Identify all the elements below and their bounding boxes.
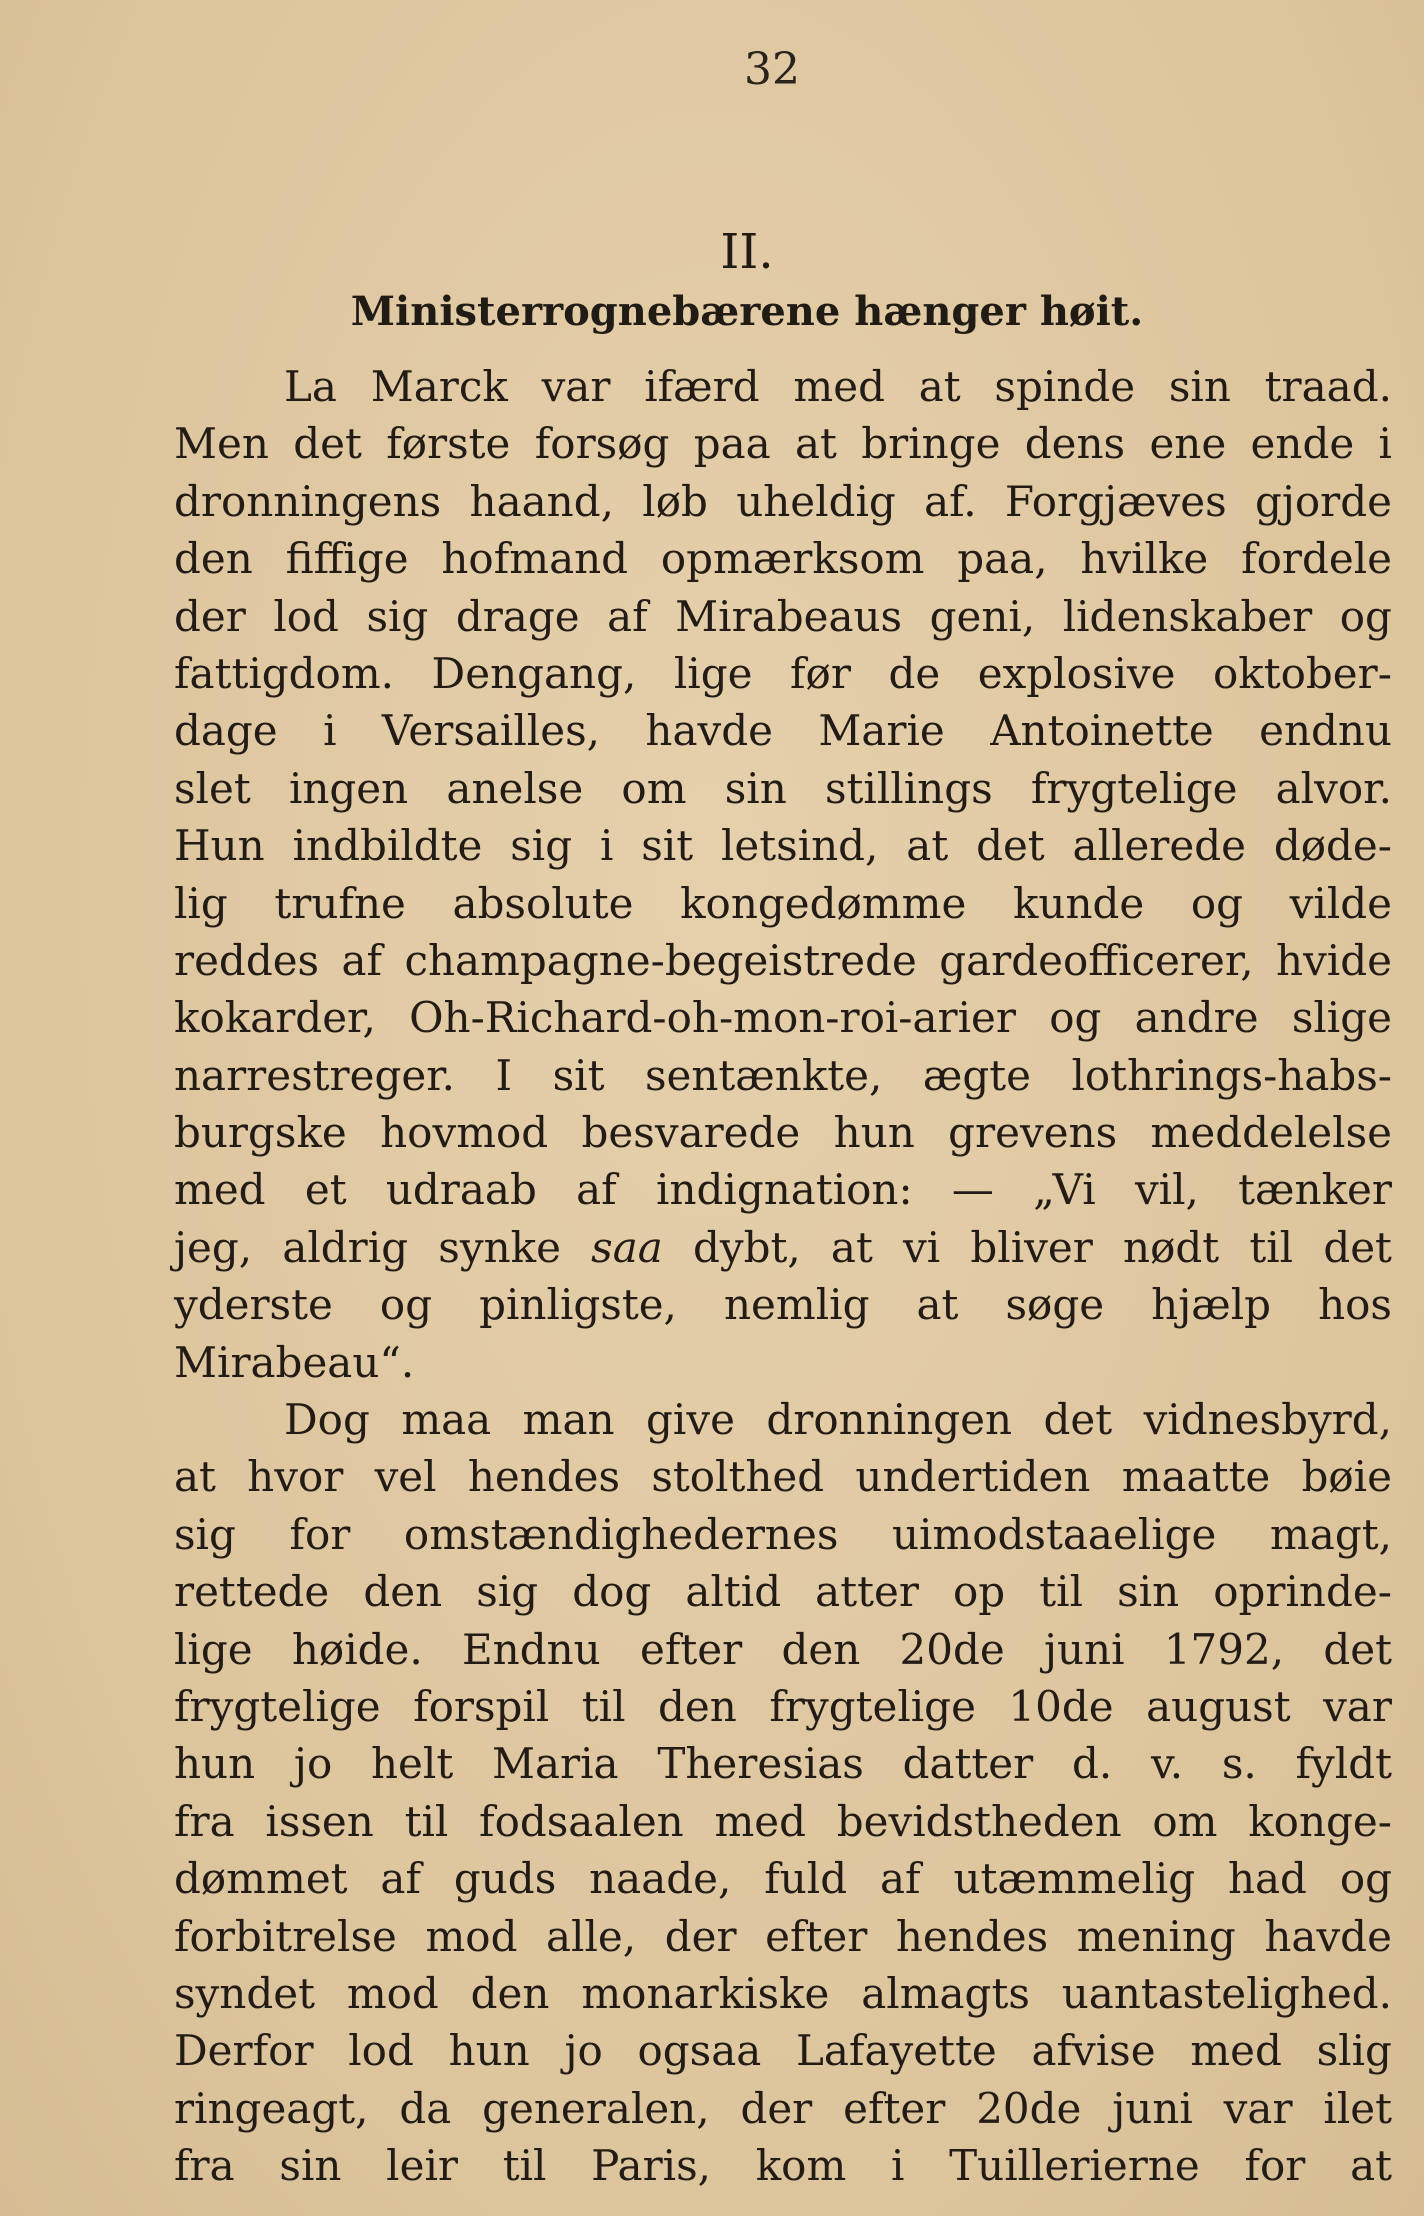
- text-line: narrestreger. I sit sentænkte, ægte lothrings-habs-: [174, 1050, 1392, 1100]
- text-line: forbitrelse mod alle, der efter hendes mening havde: [174, 1911, 1392, 1961]
- text-line: Derfor lod hun jo ogsaa Lafayette afvise med slig: [174, 2026, 1392, 2076]
- text-line: dage i Versailles, havde Marie Antoinette endnu: [174, 706, 1392, 756]
- text-line: ringeagt, da generalen, der efter 20de juni var ilet: [174, 2083, 1392, 2133]
- text-line: rettede den sig dog altid atter op til sin oprinde-: [174, 1567, 1392, 1617]
- text-line: lig trufne absolute kongedømme kunde og vilde: [174, 878, 1392, 928]
- text-line: Hun indbildte sig i sit letsind, at det allerede døde-: [174, 821, 1392, 871]
- text-line: reddes af champagne-begeistrede gardeofficerer, hvide: [174, 935, 1392, 985]
- page-number: 32: [744, 44, 800, 95]
- text-line: slet ingen anelse om sin stillings frygtelige alvor.: [174, 763, 1392, 813]
- text-line: kokarder, Oh-Richard-oh-mon-roi-arier og andre slige: [174, 993, 1392, 1043]
- text-line: Mirabeau“.: [174, 1337, 415, 1387]
- text-line: frygtelige forspil til den frygtelige 10de august var: [174, 1681, 1392, 1731]
- text-line: fra issen til fodsaalen med bevidstheden om konge-: [174, 1796, 1392, 1846]
- text-line: dronningens haand, løb uheldig af. Forgjæves gjorde: [174, 476, 1392, 526]
- body-text: [174, 358, 1392, 2195]
- text-line: Dog maa man give dronningen det vidnesbyrd,: [284, 1395, 1392, 1445]
- text-line: den fiffige hofmand opmærksom paa, hvilke fordele: [174, 534, 1392, 584]
- text-line: hun jo helt Maria Theresias datter d. v. s. fyldt: [174, 1739, 1392, 1789]
- text-line: fra sin leir til Paris, kom i Tuillerierne for at: [174, 2141, 1392, 2191]
- chapter-heading: Ministerrognebærene hænger høit.: [350, 288, 1144, 335]
- text-line: med et udraab af indignation: — „Vi vil, tænker: [174, 1165, 1392, 1215]
- text-line: sig for omstændighedernes uimodstaaelige magt,: [174, 1509, 1392, 1559]
- text-line: lige høide. Endnu efter den 20de juni 1792, det: [174, 1624, 1392, 1674]
- text-line: burgske hovmod besvarede hun grevens meddelelse: [174, 1108, 1392, 1158]
- text-line: fattigdom. Dengang, lige før de explosive oktober-: [174, 648, 1392, 698]
- text-line: La Marck var ifærd med at spinde sin traad.: [284, 362, 1392, 411]
- text-line: Men det første forsøg paa at bringe dens ene ende i: [174, 419, 1392, 469]
- text-line: yderste og pinligste, nemlig at søge hjælp hos: [174, 1280, 1392, 1330]
- text-line: at hvor vel hendes stolthed undertiden maatte bøie: [174, 1452, 1392, 1502]
- chapter-number: II.: [720, 224, 774, 280]
- text-line: syndet mod den monarkiske almagts uantastelighed.: [174, 1968, 1392, 2018]
- text-line: dømmet af guds naade, fuld af utæmmelig had og: [174, 1854, 1392, 1904]
- text-line: jeg, aldrig synke saa dybt, at vi bliver nødt til det: [174, 1222, 1392, 1272]
- text-line: der lod sig drage af Mirabeaus geni, lidenskaber og: [174, 591, 1392, 641]
